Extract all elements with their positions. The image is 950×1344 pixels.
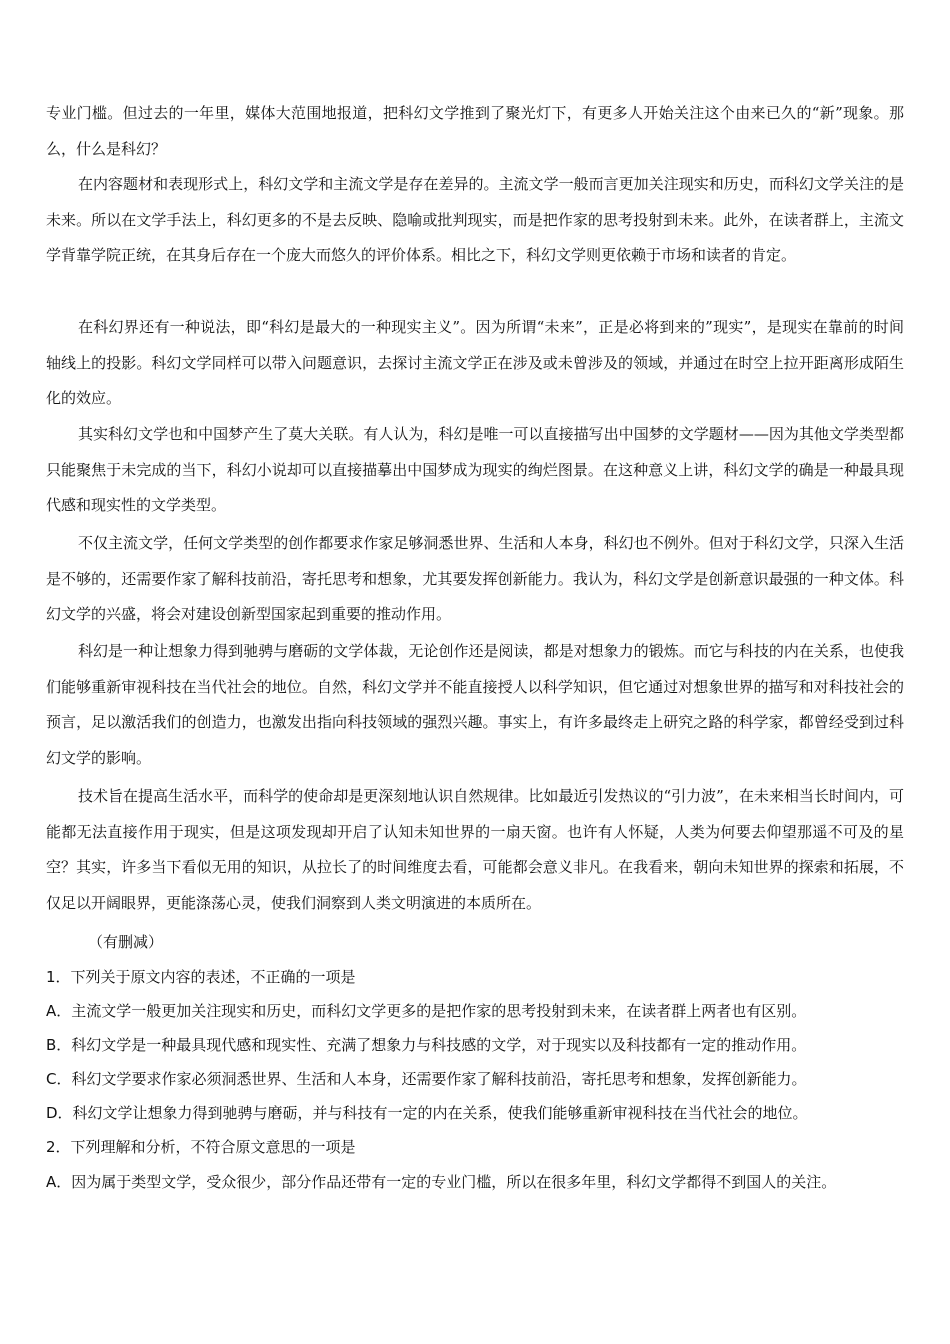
passage-paragraph-3: 在科幻界还有一种说法，即“科幻是最大的一种现实主义”。因为所谓“未来”，正是必将到来的”现实”，是现实在靠前的时间轴线上的投影。科幻文学同样可以带入问题意识，去探讨主流文学正在涉及或未曾涉及的领域，并通过在时空上拉开距离形成陌生化的效应。: [46, 318, 904, 408]
question-1-option-d: D．科幻文学让想象力得到驰骋与磨砺，并与科技有一定的内在关系，使我们能够重新审视科技在当代社会的地位。: [46, 1104, 808, 1122]
question-2-stem: 2．下列理解和分析，不符合原文意思的一项是: [46, 1138, 356, 1156]
passage-paragraph-6: 科幻是一种让想象力得到驰骋与磨砺的文学体裁，无论创作还是阅读，都是对想象力的锻炼。而它与科技的内在关系，也使我们能够重新审视科技在当代社会的地位。自然，科幻文学并不能直接授人以科学知识，但它通过对想象世界的描写和对科技社会的预言，足以激活我们的创造力，也激发出指向科技领域的强烈兴趣。事实上，有许多最终走上研究之路的科学家，都曾经受到过科幻文学的影响。: [46, 642, 904, 767]
question-1-option-a: A．主流文学一般更加关注现实和历史，而科幻文学更多的是把作家的思考投射到未来，在读者群上两者也有区别。: [46, 1002, 807, 1020]
passage-paragraph-7: 技术旨在提高生活水平，而科学的使命却是更深刻地认识自然规律。比如最近引发热议的“引力波”，在未来相当长时间内，可能都无法直接作用于现实，但是这项发现却开启了认知未知世界的一扇天窗。也许有人怀疑，人类为何要去仰望那遥不可及的星空？其实，许多当下看似无用的知识，从拉长了的时间维度去看，可能都会意义非凡。在我看来，朝向未知世界的探索和拓展，不仅足以开阔眼界，更能涤荡心灵，使我们洞察到人类文明演进的本质所在。: [46, 787, 904, 912]
abridged-note: （有删减）: [88, 933, 164, 951]
question-1-stem: 1．下列关于原文内容的表述，不正确的一项是: [46, 968, 356, 986]
passage-paragraph-5: 不仅主流文学，任何文学类型的创作都要求作家足够洞悉世界、生活和人本身，科幻也不例外。但对于科幻文学，只深入生活是不够的，还需要作家了解科技前沿，寄托思考和想象，尤其要发挥创新能力。我认为，科幻文学是创新意识最强的一种文体。科幻文学的兴盛，将会对建设创新型国家起到重要的推动作用。: [46, 534, 904, 624]
question-2-option-a: A．因为属于类型文学，受众很少，部分作品还带有一定的专业门槛，所以在很多年里，科幻文学都得不到国人的关注。: [46, 1173, 837, 1191]
passage-paragraph-4: 其实科幻文学也和中国梦产生了莫大关联。有人认为，科幻是唯一可以直接描写出中国梦的文学题材——因为其他文学类型都只能聚焦于未完成的当下，科幻小说却可以直接描摹出中国梦成为现实的绚烂图景。在这种意义上讲，科幻文学的确是一种最具现代感和现实性的文学类型。: [46, 425, 904, 515]
passage-paragraph-2: 在内容题材和表现形式上，科幻文学和主流文学是存在差异的。主流文学一般而言更加关注现实和历史，而科幻文学关注的是未来。所以在文学手法上，科幻更多的不是去反映、隐喻或批判现实，而是把作家的思考投射到未来。此外，在读者群上，主流文学背靠学院正统，在其身后存在一个庞大而悠久的评价体系。相比之下，科幻文学则更依赖于市场和读者的肯定。: [46, 175, 904, 265]
question-1-option-b: B．科幻文学是一种最具现代感和现实性、充满了想象力与科技感的文学，对于现实以及科技都有一定的推动作用。: [46, 1036, 807, 1054]
passage-paragraph-1: 专业门槛。但过去的一年里，媒体大范围地报道，把科幻文学推到了聚光灯下，有更多人开始关注这个由来已久的“新”现象。那么，什么是科幻？: [46, 104, 904, 158]
question-1-option-c: C．科幻文学要求作家必须洞悉世界、生活和人本身，还需要作家了解科技前沿，寄托思考和想象，发挥创新能力。: [46, 1070, 807, 1088]
